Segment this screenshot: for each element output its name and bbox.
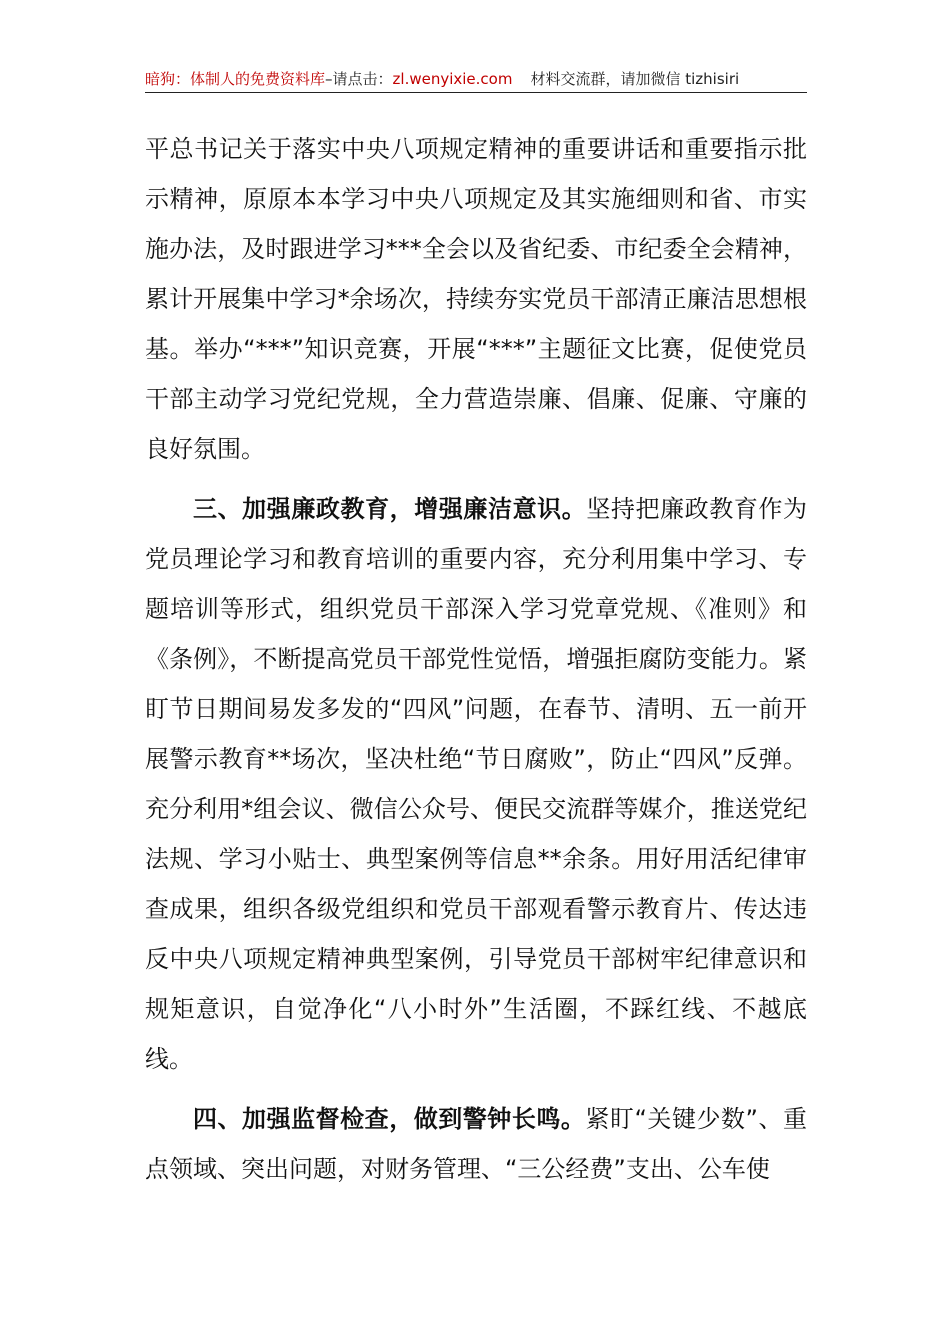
section-heading: 三、加强廉政教育，增强廉洁意识。 <box>193 495 587 523</box>
document-body <box>145 124 807 1194</box>
header-contact: 材料交流群，请加微信 tizhisiri <box>530 70 740 88</box>
paragraph-continuation <box>145 124 807 474</box>
paragraph-text: 坚持把廉政教育作为党员理论学习和教育培训的重要内容，充分利用集中学习、专题培训等形式，组织党员干部深入学习党章党规、《准则》和《条例》，不断提高党员干部党性觉悟，增强拒腐防变能力。紧盯节日期间易发多发的“四风”问题，在春节、清明、五一前开展警示教育**场次，坚决杜绝“节日腐败”，防止“四风”反弹。充分利用*组会议、微信公众号、便民交流群等媒介，推送党纪法规、学习小贴士、典型案例等信息**余条。用好用活纪律审查成果，组织各级党组织和党员干部观看警示教育片、传达违反中央八项规定精神典型案例，引导党员干部树牢纪律意识和规矩意识，自觉净化“八小时外”生活圈，不踩红线、不越底线。 <box>145 495 808 1073</box>
page-header <box>145 66 807 93</box>
paragraph-section-3 <box>145 484 807 1084</box>
header-prompt: –请点击： <box>325 70 393 88</box>
paragraph-section-4 <box>145 1094 807 1194</box>
header-brand: 暗狗：体制人的免费资料库 <box>145 70 326 88</box>
header-url-link[interactable]: zl.wenyixie.com <box>392 70 513 88</box>
paragraph-text: 紧盯“关键少数”、重点领域、突出问题，对财务管理、“三公经费”支出、公车使 <box>145 1105 807 1183</box>
paragraph-text: 平总书记关于落实中央八项规定精神的重要讲话和重要指示批示精神，原原本本学习中央八项规定及其实施细则和省、市实施办法，及时跟进学习***全会以及省纪委、市纪委全会精神，累计开展集中学习*余场次，持续夯实党员干部清正廉洁思想根基。举办“***”知识竞赛，开展“***”主题征文比赛，促使党员干部主动学习党纪党规，全力营造崇廉、倡廉、促廉、守廉的良好氛围。 <box>145 135 807 463</box>
section-heading: 四、加强监督检查，做到警钟长鸣。 <box>193 1105 586 1133</box>
